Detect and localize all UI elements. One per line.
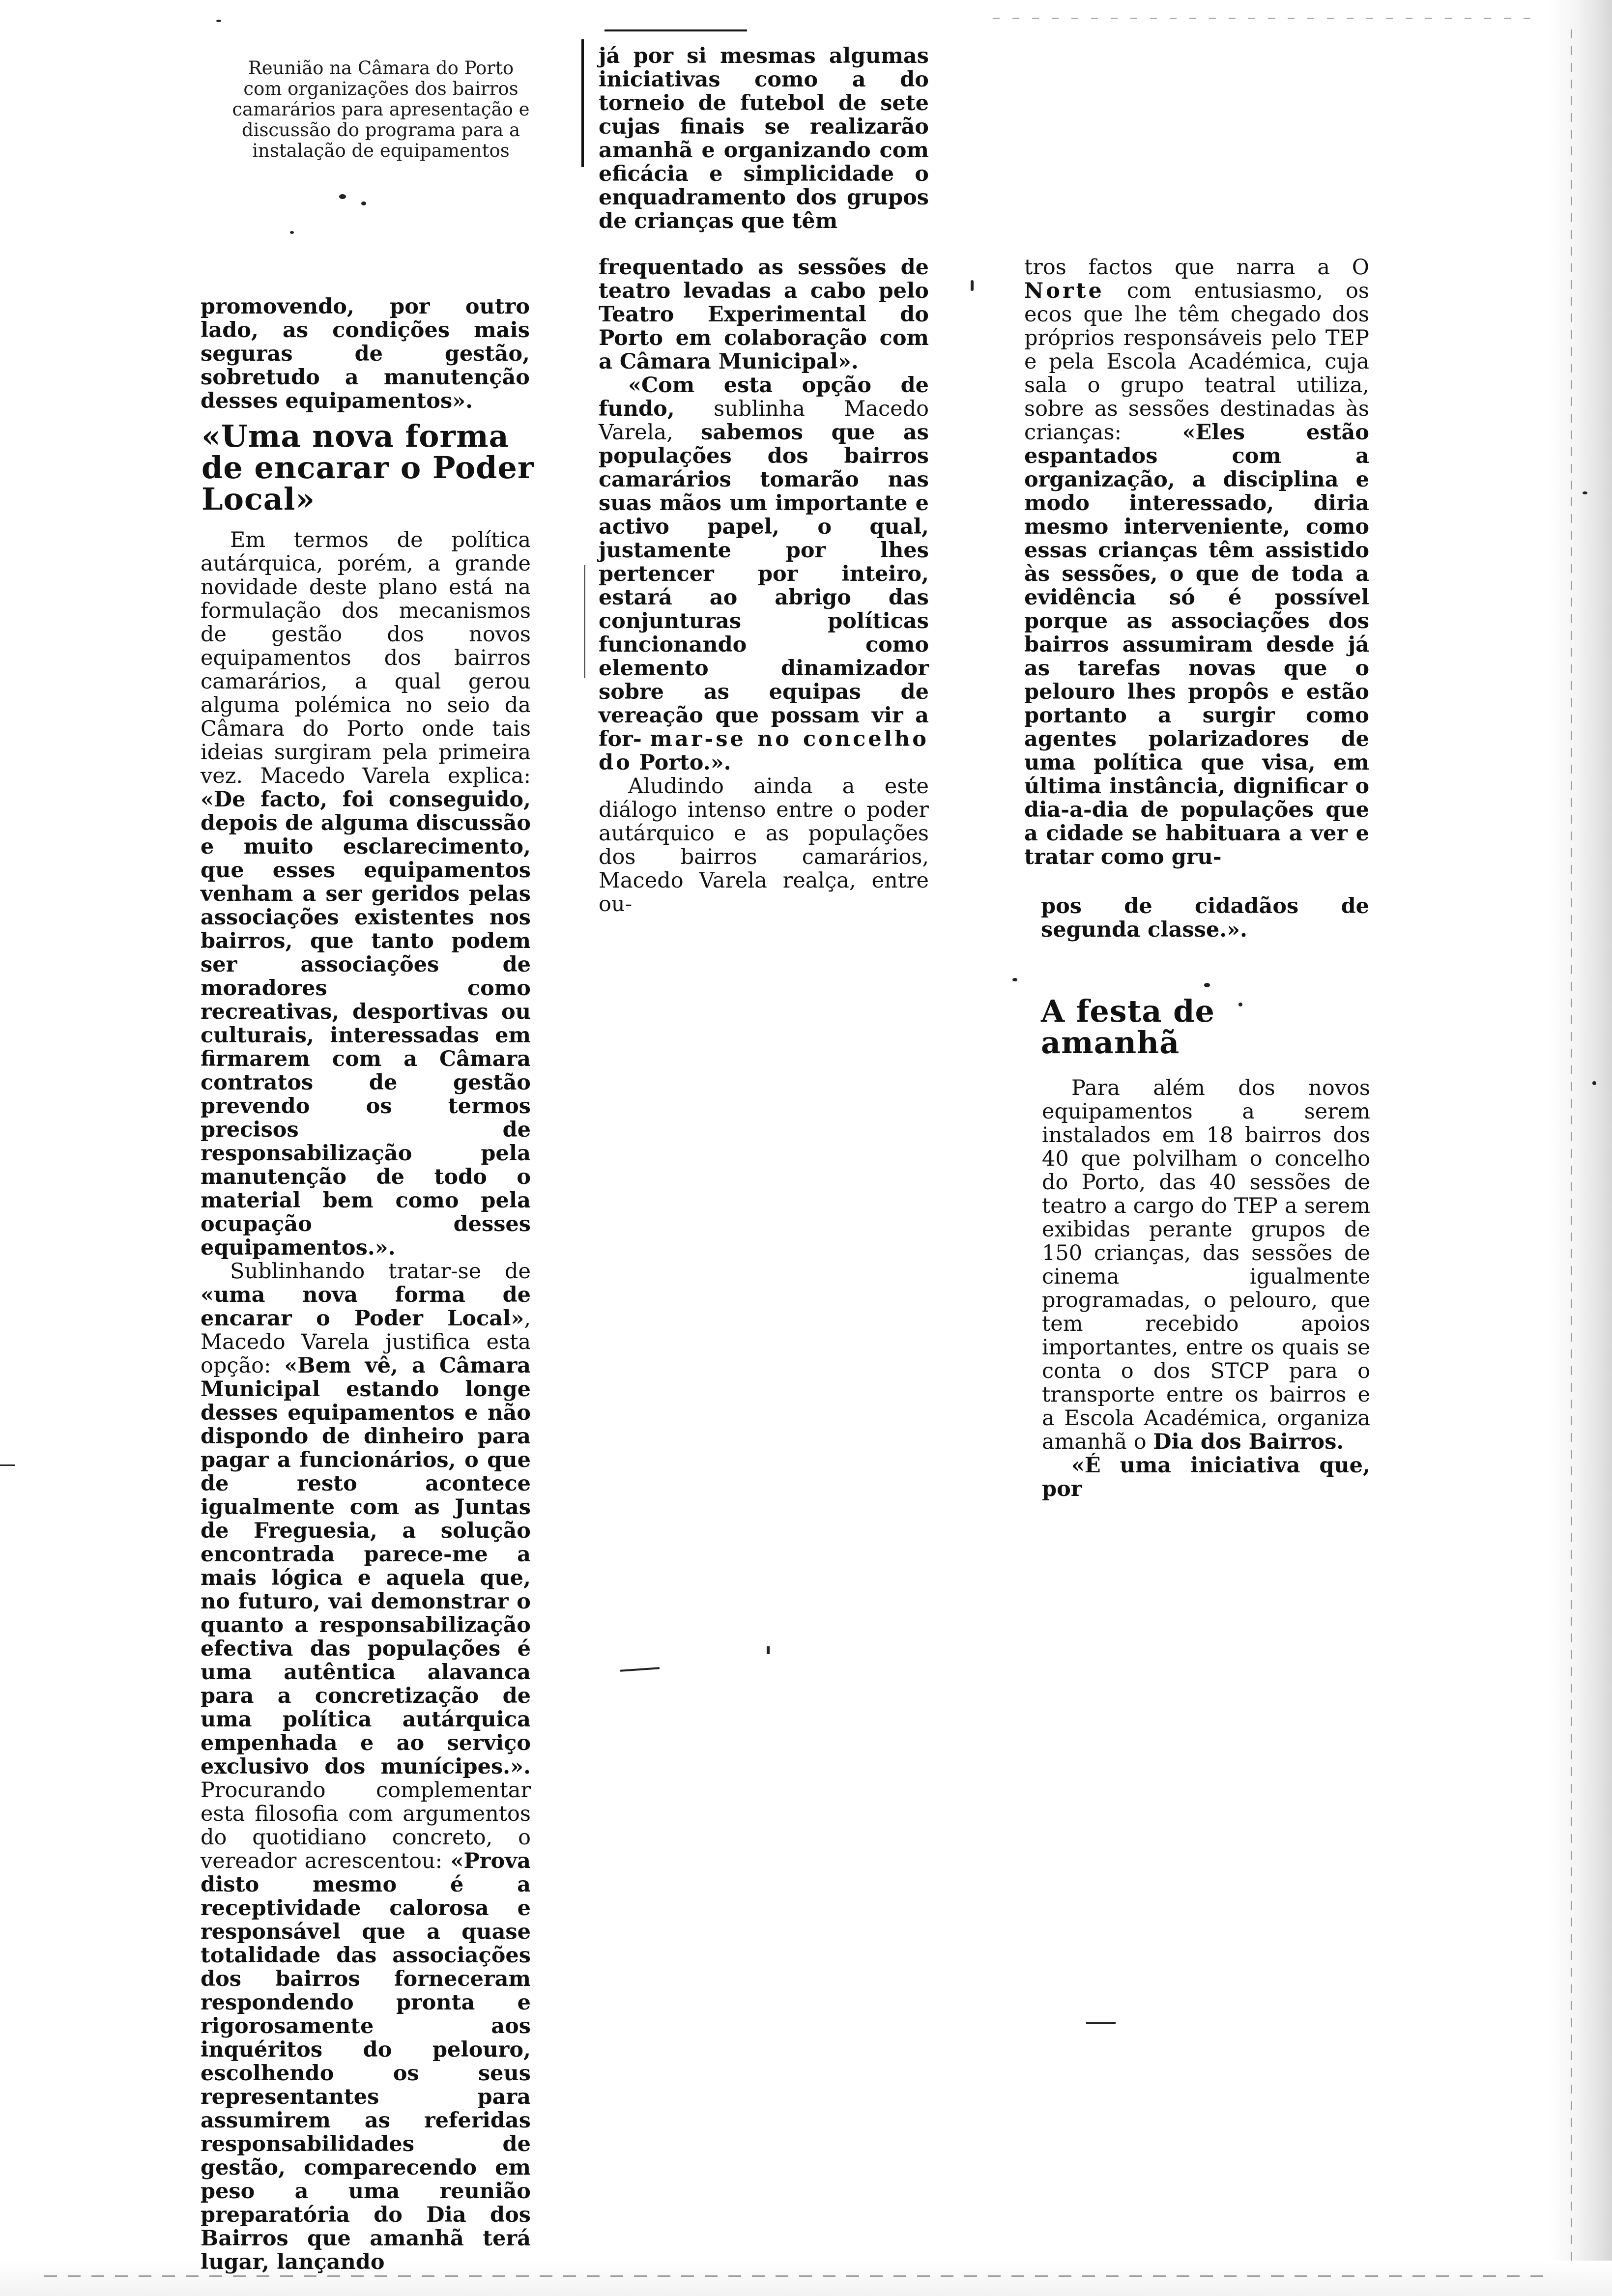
paragraph-text: sublinha Macedo Varela, [599, 397, 929, 445]
scan-speck [1204, 983, 1210, 987]
quote-text: «Eles estão espantados com a organização, a disciplina e modo interessado, diria mesmo interveniente, como essas crianças têm assistido às sessões, o que de toda a evidência só é possível porque as associações dos bairros assumiram desde já as tarefas novas que o pelouro lhes propôs e estão portanto a surgir como agentes polarizadores de uma política que visa, em última instância, dignificar o dia-a-dia de populações que a cidade se habituara a ver e tratar como gru- [1024, 420, 1369, 869]
paragraph [1024, 256, 1369, 869]
paragraph [1042, 1076, 1370, 1454]
quote-text: «De facto, foi conseguido, depois de alguma discussão e muito esclarecimento, que esses equipamentos venham a ser geridos pelas associações existentes nos bairros, que tanto podem ser associações de moradores como recreativas, desportivas ou culturais, interessadas em firmarem com a Câmara contratos de gestão prevendo os termos precisos de responsabilização pela manutenção de todo o material bem como pela ocupação desses equipamentos.». [201, 787, 531, 1260]
subheading-poder-local [202, 418, 541, 517]
scan-speck [971, 280, 974, 291]
event-name: Dia dos Bairros. [1153, 1430, 1344, 1454]
scan-speck [1012, 978, 1017, 981]
paragraph-text: Para além dos novos equipamentos a serem instalados em 18 bairros dos 40 que polvilham o concelho do Porto, das 40 sessões de teatro a cargo do TEP a serem exibidas perante grupos de 150 crianças, das sessões de cinema igualmente programadas, o pelouro, que tem recebido apoios importantes, entre os quais se conta o dos STCP para o transporte entre os bairros e a Escola Académica, organiza amanhã o [1042, 1076, 1370, 1454]
column-rule [584, 565, 585, 678]
quote-text: «Bem vê, a Câmara Municipal estando longe desses equipamentos e não dispondo de dinheiro para pagar a funcionários, o que de resto acontece igualmente com as Juntas de Freguesia, a solução encontrada parece-me a mais lógica e aquela que, no futuro, vai demonstrar o quanto a responsabilização efectiva das populações é uma autêntica alavanca para a concretização de uma política autárquica empenhada e ao serviço exclusivo dos munícipes.». [201, 1353, 531, 1779]
scan-speck [216, 20, 221, 22]
paragraph-text: Procurando complementar esta filosofia com argumentos do quotidiano concreto, o vereador acrescentou: [201, 1778, 531, 1873]
paragraph-text: Em termos de política autárquica, porém, a grande novidade deste plano está na formulação dos mecanismos de gestão dos novos equipamentos dos bairros camarários, a qual gerou alguma polémica no seio da Câmara do Porto onde tais ideias surgiram pela primeira vez. Macedo Varela explica: [201, 528, 531, 788]
scan-top-dashes [993, 18, 1543, 19]
paragraph-text: tros factos que narra a O [1024, 255, 1369, 280]
quote-text: «Prova disto mesmo é a receptividade calorosa e responsável que a quase totalidade das associações dos bairros forneceram respondendo pronta e rigorosamente aos inquéritos do pelouro, escolhendo os seus representantes para assumirem as referidas responsabilidades de gestão, comparecendo em peso a uma reunião preparatória do Dia dos Bairros que amanhã terá lugar, lançando [201, 1849, 531, 2274]
column-3-top [1024, 256, 1369, 869]
quote-text: mar-se no concelho do [599, 727, 929, 775]
column-top-rule [604, 29, 747, 31]
scan-speck [1592, 1081, 1596, 1085]
scan-mark [767, 1646, 770, 1654]
paragraph: pos de cidadãos de segunda classe.». [1041, 894, 1369, 942]
column-1-continuation [201, 295, 530, 413]
subheading-text: «Uma nova forma de encarar o Poder Local» [202, 418, 534, 517]
paragraph-text: , Macedo Varela justifica esta opção: [201, 1306, 531, 1378]
column-rule [581, 39, 584, 167]
scan-speck [1583, 491, 1587, 494]
paragraph: «É uma iniciativa que, por [1042, 1453, 1370, 1501]
scan-mark [1086, 2022, 1116, 2024]
paragraph-text: Sublinhando tratar-se de [230, 1259, 531, 1284]
paragraph: já por si mesmas algumas iniciativas como a do torneio de futebol de sete cujas finais se realizarão amanhã e organizando com eficácia e simplicidade o enquadramento dos grupos de crianças que têm [599, 44, 929, 233]
paragraph [599, 373, 929, 775]
scan-speck [339, 194, 346, 199]
paragraph: promovendo, por outro lado, as condições mais seguras de gestão, sobretudo a manutenção desses equipamentos». [201, 294, 530, 413]
quote-text: sabemos que as populações dos bairros camarários tomarão nas suas mãos um importante e activo papel, o qual, justamente por lhes pertencer por inteiro, estará ao abrigo das conjunturas políticas funcionando como elemento dinamizador sobre as equipas de vereação que possam vir a for- [599, 420, 929, 751]
scan-edge-line [1571, 29, 1572, 2270]
scan-bottom-dashes [44, 2275, 1548, 2277]
subheading-text: A festa de amanhã [1041, 993, 1215, 1061]
paragraph: frequentado as sessões de teatro levadas a cabo pelo Teatro Experimental do Porto em colaboração com a Câmara Municipal». [599, 255, 929, 374]
column-3-middle [1041, 894, 1369, 942]
paragraph: Aludindo ainda a este diálogo intenso entre o poder autárquico e as populações dos bairros camarários, Macedo Varela realça, entre ou- [599, 774, 929, 917]
column-1-body [201, 528, 531, 2274]
newspaper-name: Norte [1024, 279, 1104, 303]
paragraph [201, 528, 531, 1260]
column-2-top [599, 44, 929, 233]
column-3-body [1042, 1076, 1370, 1501]
quote-text: «uma nova forma de encarar o Poder Local» [201, 1283, 531, 1331]
scan-speck [290, 231, 294, 234]
paragraph-text: com entusiasmo, os ecos que lhe têm chegado dos próprios responsáveis pelo TEP e pela Escola Académica, cuja sala o grupo teatral utiliza, sobre as sessões destinadas às crianças: [1024, 279, 1369, 445]
scan-shadow-right [1548, 0, 1612, 2296]
scan-mark [620, 1667, 660, 1672]
scan-speck [361, 201, 366, 205]
column-2-body [599, 256, 929, 916]
quote-text: Porto.». [639, 750, 731, 775]
scan-mark [0, 1464, 15, 1466]
quote-text: «Com esta opção de fundo, [599, 373, 929, 421]
photo-caption: Reunião na Câmara do Porto com organizações dos bairros camarários para apresentação e discussão do programa para a instalação de equipamentos [232, 57, 530, 161]
subheading-festa [1041, 993, 1287, 1061]
paragraph [201, 1260, 531, 2274]
